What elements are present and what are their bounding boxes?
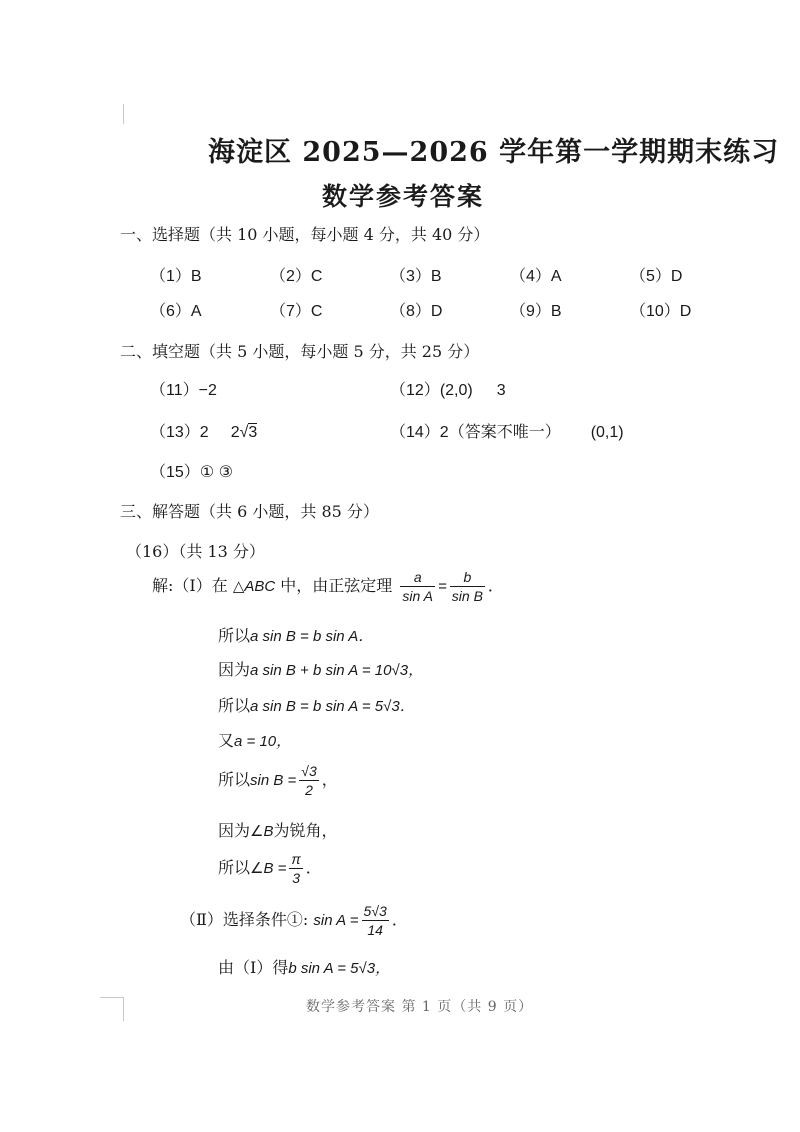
sqrt-symbol: √ — [239, 424, 249, 441]
page-footer: 数学参考答案 第 1 页（共 9 页） — [306, 999, 534, 1015]
section2-heading: 二、填空题（共 5 小题，每小题 5 分，共 25 分） — [120, 342, 480, 361]
fill-answer-13 — [150, 419, 257, 442]
fill-answer-12 — [390, 377, 506, 400]
question16-header: （16）（共 13 分） — [126, 542, 265, 561]
fill-answer-11: （11）−2 — [150, 382, 217, 399]
solution-line-6: 所以sin B = $\frac{√3}{2}$ ， — [218, 763, 338, 798]
choice-answer-10: （10）D — [630, 303, 692, 320]
triangle-abc: △ABC — [232, 578, 276, 595]
choice-answer-5: （5）D — [630, 268, 683, 285]
fill-answer-14-label: （14）2（答案不唯一） — [390, 424, 561, 441]
crop-mark-bottom-left-h — [100, 997, 124, 998]
solution-line-9: （Ⅱ）选择条件①: sin A = $\frac{5√3}{14}$ ． — [180, 903, 408, 938]
fraction-pi-over-3: $\frac{\pi}{3}$ — [291, 851, 301, 886]
choice-answer-7: （7）C — [270, 303, 323, 320]
fraction-b-over-sinB: $\frac{b}{\text{sin B}}$ — [451, 569, 483, 604]
solution-line-3: 因为a sin B + b sin A = 10√3， — [218, 660, 424, 679]
solution-prefix: 解:（Ⅰ）在 — [152, 576, 228, 595]
solution-line-2: 所以a sin B = b sin A． — [218, 626, 374, 645]
fill-answer-13-label: （13）2 — [150, 424, 209, 441]
choice-answer-8: （8）D — [390, 303, 443, 320]
fill-answer-12-point: (2,0) — [439, 382, 473, 399]
choice-answer-1: （1）B — [150, 268, 202, 285]
fill-answer-14 — [390, 419, 624, 442]
choice-answer-2: （2）C — [270, 268, 323, 285]
solution-line-8: 所以∠B = $\frac{\pi}{3}$ ． — [218, 851, 322, 886]
crop-mark-bottom-left-v — [123, 997, 124, 1021]
fill-answer-12-value: 3 — [496, 382, 506, 399]
solution-line-4: 所以a sin B = b sin A = 5√3． — [218, 696, 415, 715]
solution-line-10: 由（Ⅰ）得b sin A = 5√3， — [218, 958, 391, 977]
choice-answer-6: （6）A — [150, 303, 202, 320]
section3-heading: 三、解答题（共 6 小题，共 85 分） — [120, 502, 379, 521]
sine-law-text: 中，由正弦定理 — [280, 576, 393, 595]
fraction-5sqrt3-over-14: $\frac{5√3}{14}$ — [363, 903, 387, 938]
fill-answer-15: （15）① ③ — [150, 464, 233, 481]
page-title: 海淀区 2025—2026 学年第一学期期末练习 — [208, 137, 780, 168]
fill-answer-12-label: （12） — [390, 382, 440, 399]
solution-line-1: 解:（Ⅰ）在 △ABC 中，由正弦定理 $\frac{a}{\text{sin A}}$ = $\frac{b}{\text{sin B}}$ ． — [152, 569, 504, 604]
crop-mark-top-left — [123, 104, 124, 124]
page-subtitle: 数学参考答案 — [322, 182, 485, 211]
solution-line-7: 因为∠B为锐角， — [218, 821, 338, 840]
choice-answer-4: （4）A — [510, 268, 562, 285]
fill-answer-14-interval: (0,1) — [590, 424, 624, 441]
choice-answer-3: （3）B — [390, 268, 442, 285]
solution-line-5: 又a = 10， — [218, 731, 292, 750]
fill-answer-13-coef: 2 — [230, 424, 240, 441]
section1-heading: 一、选择题（共 10 小题，每小题 4 分，共 40 分） — [120, 225, 490, 244]
choice-answer-9: （9）B — [510, 303, 562, 320]
fill-answer-13-radicand: 3 — [248, 424, 258, 441]
fraction-a-over-sinA: $\frac{a}{\text{sin A}}$ — [402, 569, 434, 604]
fraction-sqrt3-over-2: $\frac{√3}{2}$ — [301, 763, 317, 798]
